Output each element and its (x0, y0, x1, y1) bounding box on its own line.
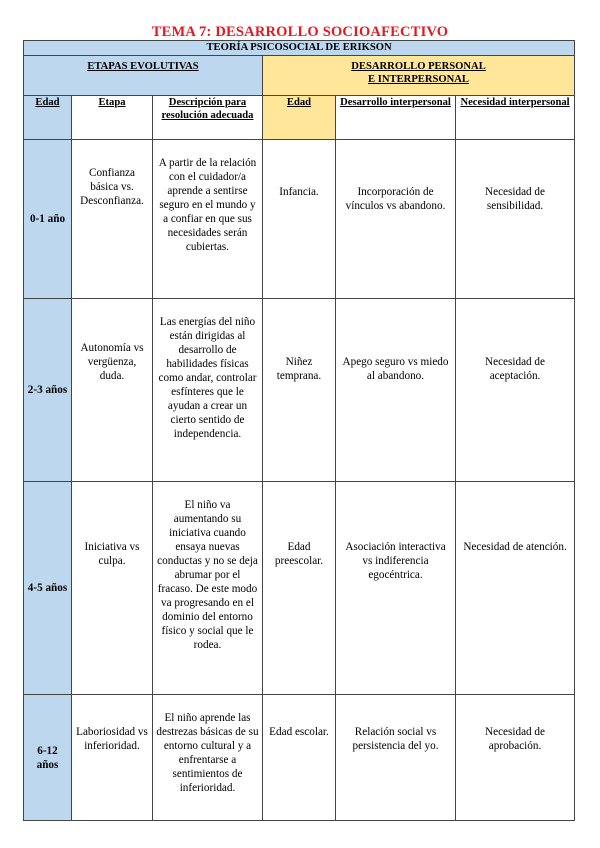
col-header-descripcion: Descripción para resolución adecuada (153, 96, 263, 140)
cell-edad: 4-5 años (24, 482, 72, 695)
cell-edad: 6-12 años (24, 695, 72, 821)
cell-descripcion: El niño va aumentando su iniciativa cuando ensaya nuevas conductas y no se deja abrumar por el fracaso. De este modo va progresando en el dominio del entorno físico y social que le rodea. (153, 482, 263, 695)
col-header-desarrollo: Desarrollo interpersonal (336, 96, 456, 140)
cell-edad-2: Edad escolar. (263, 695, 336, 821)
group-right-line1: DESARROLLO PERSONAL (351, 61, 486, 72)
erikson-table (23, 40, 575, 821)
group-left-label: ETAPAS EVOLUTIVAS (87, 61, 199, 72)
cell-desarrollo: Relación social vs persistencia del yo. (336, 695, 456, 821)
theory-header: TEORÍA PSICOSOCIAL DE ERIKSON (24, 41, 575, 56)
col-header-etapa: Etapa (72, 96, 153, 140)
column-header-row (24, 96, 575, 140)
cell-desarrollo: Incorporación de vínculos vs abandono. (336, 140, 456, 299)
table-row (24, 482, 575, 695)
cell-necesidad: Necesidad de aprobación. (456, 695, 575, 821)
group-etapas-evolutivas (24, 56, 263, 96)
group-right-line2: E INTERPERSONAL (368, 74, 470, 85)
cell-etapa: Laboriosidad vs inferioridad. (72, 695, 153, 821)
cell-etapa: Confianza básica vs. Desconfianza. (72, 140, 153, 299)
cell-desarrollo: Asociación interactiva vs indiferencia egocéntrica. (336, 482, 456, 695)
cell-desarrollo: Apego seguro vs miedo al abandono. (336, 299, 456, 482)
cell-necesidad: Necesidad de atención. (456, 482, 575, 695)
cell-edad: 2-3 años (24, 299, 72, 482)
cell-edad-2: Niñez temprana. (263, 299, 336, 482)
cell-necesidad: Necesidad de aceptación. (456, 299, 575, 482)
table-row (24, 299, 575, 482)
cell-etapa: Autonomía vs vergüenza, duda. (72, 299, 153, 482)
group-desarrollo-personal (263, 56, 575, 96)
cell-descripcion: Las energías del niño están dirigidas al desarrollo de habilidades físicas como andar, controlar esfínteres que le ayudan a crear un cierto sentido de independencia. (153, 299, 263, 482)
cell-edad-2: Edad preescolar. (263, 482, 336, 695)
col-header-edad-2: Edad (263, 96, 336, 140)
cell-necesidad: Necesidad de sensibilidad. (456, 140, 575, 299)
cell-edad-2: Infancia. (263, 140, 336, 299)
table-row (24, 140, 575, 299)
col-header-edad: Edad (24, 96, 72, 140)
document-title: TEMA 7: DESARROLLO SOCIOAFECTIVO (151, 24, 449, 40)
table-row (24, 695, 575, 821)
theory-row (24, 41, 575, 56)
cell-descripcion: A partir de la relación con el cuidador/a aprende a sentirse seguro en el mundo y a confiar en que sus necesidades serán cubiertas. (153, 140, 263, 299)
cell-descripcion: El niño aprende las destrezas básicas de su entorno cultural y a enfrentarse a sentimientos de inferioridad. (153, 695, 263, 821)
group-row (24, 56, 575, 96)
col-header-necesidad: Necesidad interpersonal (456, 96, 575, 140)
cell-edad: 0-1 año (24, 140, 72, 299)
cell-etapa: Iniciativa vs culpa. (72, 482, 153, 695)
